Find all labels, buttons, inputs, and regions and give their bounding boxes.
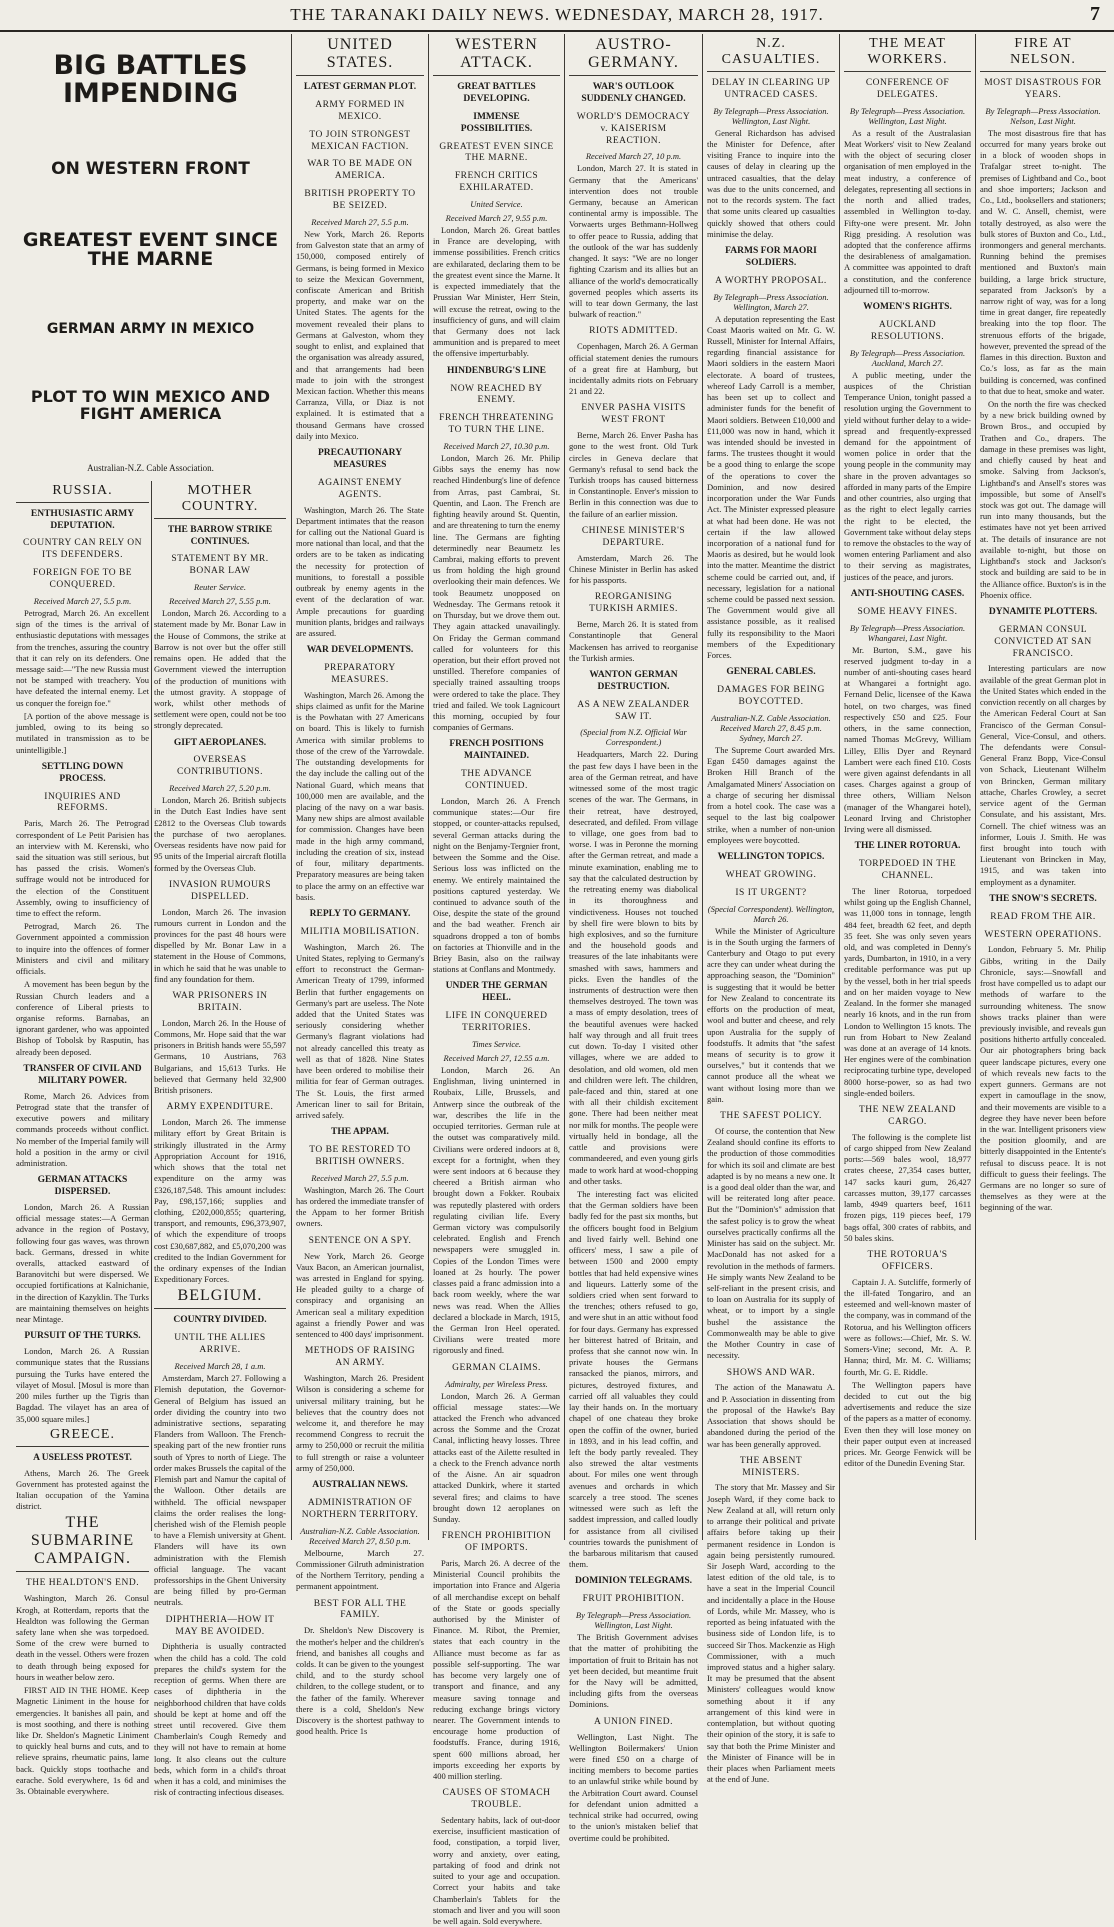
paragraph: Copenhagen, March 26. A German official statement denies the rumours of a great fire at Hamburg, but incidentally admits riots on February 21 and 22. <box>569 341 698 397</box>
column-western-attack <box>429 34 565 1926</box>
paragraph: [A portion of the above message is jumbled, owing to its being so mutilated in transmission as to be unintelligible.] <box>16 710 149 755</box>
subhead: FRENCH POSITIONS MAINTAINED. <box>449 739 544 762</box>
paragraph: London, March 26. A Russian communique states that the Russians pursuing the Turks have entered the vilayet of Mosul. [Mosul is more than 200 miles further up the Tigris than Bagdad. The vilayet has an area of 35,000 square miles.] <box>16 1346 149 1424</box>
paragraph: The British Government advises that the matter of prohibiting the importation of fruit to Britain has not yet been decided, but meantime fruit for the Navy will be admitted, including gifts from the overseas Dominions. <box>569 1632 698 1710</box>
paragraph: Petrograd, March 26. An excellent sign of the times is the arrival of enthusiastic deputations with messages from the trenches, assuring the country that it can rely on its defenders. One message said:—"The new Russia must not be stamped with treachery. You have defeated the internal enemy. Let us conquer the foreign foe." <box>16 607 149 708</box>
headline-german-army-mexico: GERMAN ARMY IN MEXICO <box>46 321 255 338</box>
subhead: INVASION RUMOURS DISPELLED. <box>168 879 272 902</box>
paragraph: Amsterdam, March 27. Following a Flemish deputation, the Governor-General of Belgium has issued an order dividing the country into two administrative sections, separating Flanders from Walloon. The French-speaking part of the new frontier runs south of Ypres to north of Liege. The order makes Brussels the capital of the Flemish part and Namur the capital of the Walloon. Other details are withheld. The official newspaper claims the order realises the long-cherished wish of the Flemish people to have a Flemish university at Ghent. Flanders will have its own administration with the Flemish official language. The vacant professorships in the Ghent University are being filled by pro-German neutrals. <box>154 1373 286 1608</box>
subhead: FOREIGN FOE TO BE CONQUERED. <box>32 568 133 591</box>
subhead: RIOTS ADMITTED. <box>589 326 678 337</box>
subhead: TO BE RESTORED TO BRITISH OWNERS. <box>309 1145 411 1167</box>
subhead: UNDER THE GERMAN HEEL. <box>445 981 548 1004</box>
paragraph: Washington, March 26. The State Department intimates that the reason for calling out the National Guard is more national than local, and that the orders are to be taken as indicating the necessity for protection of munitions, to forestall a possible outbreak by enemy agents in the event of the declaration of war. Ample precautions for guarding munition plants, bridges and railways are assured. <box>296 504 424 638</box>
paragraph: Mr. Burton, S.M., gave his reserved judgment to-day in a number of anti-shouting cases heard at Whangarei a fortnight ago. Fernand Delic, licensee of the Kawa hotel, on two charges, was fined respectively £50 and £25. Four others, in the same connection, named Thomas McGrevy, William Lilley, Ellis Dyer and Reynard Lambert were each fined £10. Costs were given against defendants in all cases. Charges against a group of three others, William Nelson (manager of the Whangarei hotel), Leonard Irving and Christopher Irving were all dismissed. <box>844 644 971 835</box>
subhead: PRECAUTIONARY MEASURES <box>317 448 403 470</box>
subhead: ENTHUSIASTIC ARMY DEPUTATION. <box>30 508 135 531</box>
subhead: UNTIL THE ALLIES ARRIVE. <box>174 1333 266 1356</box>
paragraph: A public meeting, under the auspices of the Christian Temperance Union, tonight passed a resolution urging the Government to yield without further delay to a wide-spread and frequently-expressed demand for the appointment of women police in order that the young people in the community may share in the proven advantages so afforded in many parts of the Empire and other countries, also urging that as the right to elect legally carries the right to be elected, the Government take without delay steps to remove the obstacles to the way of women entering Parliament and also to their serving as magistrates, justices of the peace, and jurors. <box>844 369 971 582</box>
column-austro-germany <box>565 34 703 1843</box>
paragraph: London, February 5. Mr. Philip Gibbs, writing in the Daily Chronicle, says:—Snowfall and frost have compelled us to adapt our methods of warfare to the surrounding whiteness. The snow shows tracks plainer than were previously invisible, and reveals gun positions hitherto artfully concealed. Our air photographers bring back queer landscape pictures, every one of which reveals new facts to the expert gunners. Germans are not expert in camouflage in the snow, and their movements are visible to a degree they have never been before in the war. Intelligent prisoners view the position gloomily, and are bitterly disappointed in the Entente's refusal to discuss peace. It is not difficult to guess their feelings. The Germans are no longer so sure of themselves as they were at the beginning of the war. <box>980 944 1106 1213</box>
subhead: THE APPAM. <box>331 1127 389 1138</box>
paragraph: London, March 26. The immense military effort by Great Britain is strikingly illustrated in the Army Appropriation Account for 1916, which shows that the total net expenditure on the army was £326,187,548. This amount includes: Pay, £98,157,166; supplies and clothing, £202,000,855; quartering, transport, and remounts, £96,373,907, of which the expenditure of troops cost £30,687,882, and £5,070,200 was credited to the Indian Government for the ordinary expenses of the Indian Expeditionary Forces. <box>154 1117 286 1285</box>
paragraph: London, March 26. According to a statement made by Mr. Bonar Law in the House of Commons, the strike at Barrow is not over but the offer still remains open. He added that the Government viewed the interruption of the production of munitions with the utmost gravity. A stoppage of work, whilst other methods of settlement were open, could not be too strongly deprecated. <box>154 608 286 731</box>
subhead: GERMAN CLAIMS. <box>452 1362 541 1373</box>
paragraph: London, March 26. Mr. Philip Gibbs says the enemy has now reached Hindenburg's line of defence from Arras, past Cambrai, St. Quentin, and Laon. The French are fighting heavily around St. Quentin, and are threatening to turn the enemy line. The Germans are fighting determinedly near Beaumetz les Cambrai, making efforts to prevent us from holding the high ground overlooking their main defences. We took Beaumetz unopposed on Wednesday. The Germans retook it on Thursday, but we drove them out. They again attacked unavailingly. On Friday the German command called for volunteers for this operation, but their effort proved not unstilled. Therefore companies of specially trained assaulting troops were ordered to take the place. They tried and failed. We took Lagnicourt this morning, occupied by four companies of Germans. <box>433 453 560 733</box>
subhead: ADMINISTRATION OF NORTHERN TERRITORY. <box>301 1497 419 1520</box>
western-attack-heading: WESTERN ATTACK. <box>433 36 560 76</box>
column-meat-workers <box>840 34 976 1540</box>
paragraph: On the north the fire was checked by a new brick building owned by Brown Bros., and occupied by Trathen and Co., drapers. The damage in these premises was light, and chiefly caused by heat and smoke. Salving from Jackson's, Lightband's and Ansell's stores was impossible, but some of Ansell's stock was got out. The damage will run into many thousands, but the estimates have not yet been arrived at. The details of insurance are not available to-night, but those on Lightband's stock and Jackson's stock and building are said to be in the Alliance office. Buxton's is in the Phoenix office. <box>980 399 1106 600</box>
subhead: SENTENCE ON A SPY. <box>308 1235 412 1246</box>
subhead: TO JOIN STRONGEST MEXICAN FACTION. <box>309 129 411 152</box>
dateline: By Telegraph—Press Association. Wellington, Last Night. <box>713 105 829 126</box>
dateline: Received March 27, 9.55 p.m. <box>445 213 548 223</box>
columns <box>10 34 1110 1926</box>
paragraph: Washington, March 26. The United States, replying to Germany's effort to reconstruct the German-American Treaty of 1799, informed Berlin that further engagements on Germany's part are useless. The Note added that the United States was seriously considering whether Germany's flagrant violations had not already cancelled this treaty as well as that of 1828. Nine States have been ordered to mobilise their militia for fear of German outrages. The St. Louis, the first armed American liner to sail for Britain, arrived safely. <box>296 941 424 1120</box>
subhead: GERMAN CONSUL CONVICTED AT SAN FRANCISCO. <box>994 624 1092 659</box>
subhead: REPLY TO GERMANY. <box>309 908 411 919</box>
paragraph: Captain J. A. Sutcliffe, formerly of the ill-fated Tongariro, and an esteemed and well-known master of the company, was in command of the Rotorua, and his Wellington officers were as follows:—Chief, Mr. S. W. Somers-Vine; second, Mr. A. P. Hanna; third, Mr. M. C. Williams; fourth, Mr. G. E. Riddle. <box>844 1276 971 1377</box>
belgium-heading: BELGIUM. <box>154 1287 286 1309</box>
subhead: CHINESE MINISTER'S DEPARTURE. <box>581 525 686 548</box>
subhead: CAUSES OF STOMACH TROUBLE. <box>442 1788 551 1811</box>
subhead: GREAT BATTLES DEVELOPING. <box>457 82 536 104</box>
subhead: FARMS FOR MAORI SOLDIERS. <box>725 245 817 268</box>
subhead: GIFT AEROPLANES. <box>173 737 267 748</box>
dateline: Admiralty, per Wireless Press. <box>445 1378 548 1389</box>
subhead: CONFERENCE OF DELEGATES. <box>865 78 950 100</box>
paragraph: London, March 26. Great battles in France are developing, with immense possibilities. French critics are exhilarated, declaring them to be the greatest event since the Marne. It is expected immediately that the Prussian War Minister, Herr Stein, will excuse the retreat, owing to the insufficiency of guns, and will claim that Germany does not lack ammunition and is prepared to meet the offensive imperturbably. <box>433 225 560 359</box>
paragraph: Washington, March 26. The Court has ordered the immediate transfer of the Appam to her former British owners. <box>296 1184 424 1229</box>
headline-big-battles: BIG BATTLES IMPENDING <box>53 50 248 110</box>
advertisement: Sedentary habits, lack of out-door exercise, insufficient mastication of food, constipation, a torpid liver, worry and anxiety, over eating, partaking of food and drink not suited to your age and occupation. Correct your habits and take Chamberlain's Tablets for the stomach and liver and you will soon be well again. Sold everywhere. <box>433 1815 560 1926</box>
paragraph: General Richardson has advised the Minister for Defence, after visiting France to inquire into the causes of delay in clearing up the untraced casualties, that the delay was due to the units concerned, and not to the records system. The fact that some units cleared up casualties quickly showed that others could minimise the delay. <box>707 127 835 239</box>
subhead: WESTERN OPERATIONS. <box>984 929 1102 940</box>
subhead: THE ADVANCE CONTINUED. <box>460 769 533 792</box>
dateline: Australian-N.Z. Cable Association. Received March 27, 8.45 p.m. Sydney, March 27. <box>711 712 831 743</box>
subhead: FRUIT PROHIBITION. <box>582 1594 685 1605</box>
dateline: Received March 27, 5.5 p.m. <box>311 1172 409 1183</box>
paragraph: Washington, March 26. President Wilson is considering a scheme for universal military training, but he believes that the country does not welcome it, and therefore he may recommend Congress to recruit the army to 250,000 or recruit the militia to full strength or raise a volunteer army of 250,000. <box>296 1373 424 1473</box>
advertisement: Dr. Sheldon's New Discovery is the mother's helper and the children's friend, and banishes all coughs and colds. It can be given to the youngest child, and to the sturdy school children, to the college student, or to the father of the family. Wherever there is a cold, Sheldon's New Discovery is the shortest pathway to good health. Price 1s <box>296 1625 424 1737</box>
dateline: Australian-N.Z. Cable Association. Received March 27, 8.50 p.m. <box>300 1525 420 1546</box>
subhead: WHEAT GROWING. <box>725 869 817 880</box>
paragraph: The following is the complete list of cargo shipped from New Zealand ports:—569 bales wool, 18,977 crates cheese, 27,354 cases butter, 147 sacks kauri gum, 26,427 carcasses mutton, 39,177 carcasses lamb, 4949 quarters beef, 1611 frozen pigs, 119 pieces beef, 179 bags offal, 300 crates of rabbits, and 50 bales skins. <box>844 1131 971 1243</box>
paragraph: Petrograd, March 26. The Government appointed a commission to inquire into the offences of former Ministers and civil and military officials. <box>16 921 149 977</box>
subhead: STATEMENT BY MR. BONAR LAW <box>171 554 269 577</box>
column-united-states <box>292 34 429 1737</box>
subhead: NOW REACHED BY ENEMY. <box>450 383 543 406</box>
paragraph: Athens, March 26. The Greek Government has protested against the Italian occupation of the Yamina district. <box>16 1467 149 1512</box>
paragraph: The Supreme Court awarded Mrs. Egan £450 damages against the Broken Hill Branch of the Amalgamated Miners' Association on a charge of securing her dismissal from a hotel cook. The case was a sequel to the last big coalpower strike, when a number of non-union employees were boycotted. <box>707 744 835 845</box>
subhead: MOST DISASTROUS FOR YEARS. <box>984 78 1102 100</box>
subhead: AGAINST ENEMY AGENTS. <box>317 477 403 500</box>
subhead: DYNAMITE PLOTTERS. <box>988 606 1098 617</box>
subhead: WORLD'S DEMOCRACY v. KAISERISM REACTION. <box>576 111 691 146</box>
subhead: DELAY IN CLEARING UP UNTRACED CASES. <box>711 78 831 100</box>
subhead: PREPARATORY MEASURES. <box>324 663 396 685</box>
dateline: Received March 28, 1 a.m. <box>174 1361 266 1372</box>
paragraph: New York, March 26. Reports from Galveston state that an army of 150,000, composed entirely of Germans, is being formed in Mexico to seize the Mexican Government, confiscate American and British property, and make war on the United States. The agents for the movement revealed their plans to Germans at Galveston, whom they sought to enlist, and explained that the organisation was already assured, and that arrangements had been made to join with the strongest Mexican faction. Whether this means Carranza, Villa, or Diaz is not explained. It is estimated that a thousand Germans have crossed daily into Mexico. <box>296 228 424 441</box>
dateline: Received March 27, 5.5 p.m. <box>311 216 409 227</box>
subhead: THE BARROW STRIKE CONTINUES. <box>167 524 273 547</box>
advertisement: Diphtheria is usually contracted when the child has a cold. The cold prepares the child's system for the reception of germs. When there are cases of diphtheria in the neighborhood children that have colds should be kept at home and off the street until recovered. Give them Chamberlain's Cough Remedy and they will not have to remain at home long. It also cleans out the culture beds, which form in a child's throat when it has a cold, and minimises the risk of contracting infectious diseases. <box>154 1641 286 1798</box>
subhead: COUNTRY DIVIDED. <box>173 1315 267 1326</box>
paragraph: London, March 26. British subjects in the Dutch East Indies have sent £2812 to the Overseas Club towards the purchase of two aeroplanes. Overseas residents have now paid for 95 units of the Imperial aircraft flotilla formed by the Overseas Club. <box>154 795 286 873</box>
headline-western-front: ON WESTERN FRONT <box>51 158 250 179</box>
column-nz-casualties <box>703 34 840 1785</box>
greece-heading: GREECE. <box>16 1427 149 1447</box>
headline-greatest-event: GREATEST EVENT SINCE THE MARNE <box>22 228 279 271</box>
subhead: WANTON GERMAN DESTRUCTION. <box>589 669 678 692</box>
dateline: Received March 27, 5.55 p.m. <box>169 596 271 607</box>
dateline: Received March 27, 5.20 p.m. <box>169 783 271 794</box>
subhead: WAR'S OUTLOOK SUDDENLY CHANGED. <box>581 82 686 104</box>
paragraph: Wellington, Last Night. The Wellington Boilermakers' Union were fined £50 on a charge of inciting members to become parties to an unlawful strike while bound by the Arbitration Court award. Counsel for defendant union admitted a technical strike had occurred, owing to the union's mistaken belief that overtime could be prohibited. <box>569 1731 698 1843</box>
paragraph: The action of the Manawatu A. and P. Association in dissenting from the proposal of the Hawke's Bay Association that shows should be abandoned during the period of the war has been generally approved. <box>707 1382 835 1449</box>
mother-country-column <box>152 481 288 1798</box>
paragraph: London, March 26. An Englishman, living uninterned in Roubaix, Lille, Brussels, and Antwerp since the outbreak of the war, describes the life in the occupied territories. German rule at the outset was comparatively mild. Civilians were ordered indoors at 8, except for a fortnight, when they were sent indoors at 6 because they cheered a British airman who brought down a Fokker. Roubaix was reputedly plastered with orders regulating civilian life. Every German victory was compulsorily celebrated. English and French newspapers were smuggled in. Copies of the London Times were loaned at 2s hourly. The power classes paid a franc admission into a back room weekly, where the war news was read. When the Allies declared a blockade in March, 1915, the German Iron Heel operated. Civilians were treated more rigorously and fined. <box>433 1064 560 1356</box>
united-states-heading: UNITED STATES. <box>296 36 424 76</box>
russia-column <box>14 481 152 1797</box>
masthead-title: THE TARANAKI DAILY NEWS. WEDNESDAY, MARCH 28, 1917. <box>290 5 824 24</box>
paragraph: The story that Mr. Massey and Sir Joseph Ward, if they come back to New Zealand at all, will return only to arrange their political and private affairs before taking up their permanent residence in London is again being persistently rumoured. Sir Joseph Ward, according to the latest edition of the old tale, is to have a seat in the Imperial Council and incidentally a place in the House of Lords, while Mr. Massey, who is reported as being infatuated with the business side of London life, is to succeed Sir Thos. Mackenzie as High Commissioner, with a much improved status and a higher salary. It may be presumed that the absent Ministers' colleagues would know something about it if any arrangement of this kind were in contemplation, but without quoting their opinion of the story, it is safe to say that both the Prime Minister and the Minister of Finance will be in their places when Parliament meets at the end of June. <box>707 1482 835 1785</box>
subhead: METHODS OF RAISING AN ARMY. <box>304 1346 416 1369</box>
subhead: COUNTRY CAN RELY ON ITS DEFENDERS. <box>23 538 142 561</box>
subhead: FRENCH PROHIBITION OF IMPORTS. <box>441 1531 552 1554</box>
paragraph: London, March 26. A German official message states:—We attacked the French who advanced across the Somme and the Crozat Canal, inflicting heavy losses. Three attacks east of the Ailette resulted in a check to the French advance north of the Aisne. An air squadron attacked Dunkirk, where it started several fires; and claims to have brought down 12 aeroplanes on Sunday. <box>433 1390 560 1524</box>
dateline: By Telegraph—Press Association. Wellington, Last Night. <box>575 1610 692 1631</box>
subhead: THE ABSENT MINISTERS. <box>739 1455 803 1478</box>
subhead: READ FROM THE AIR. <box>990 911 1096 922</box>
subcolumns <box>14 481 287 1798</box>
paragraph: Headquarters, March 22. During the past few days I have been in the area of the German retreat, and have witnessed some of the most tragic scenes of the war. The Germans, in their retreat, have destroyed, desecrated, and defiled. From village to village, one goes from bad to worse. I was in Peronne the morning after the German retreat, and made a minute examination, enabling me to say that the calculated destruction by the retreating enemy was diabolical in its thoroughness and vindictiveness. Houses not touched by shell fire were blown to bits by high explosives, and so the furniture and the household goods and treasures of the late inhabitants were smashed with saws, hammers and picks. Even the handles of the instruments of destruction were then themselves destroyed. The town was a mass of empty desolation, trees of the beautiful avenues were hacked half way through and all fruit trees cut down. To-day I visited other villages, where we are added to desolation, and old women, old men and children were left. The children, pale-faced and thin, stared at one with all their childish excitement gone. There had been neither meat nor milk for months. The people were virtually held in bondage, all the cattle and provisions were commandeered, and even young girls made to work hard at wood-chopping and other tasks. <box>569 749 698 1186</box>
subhead: DOMINION TELEGRAMS. <box>574 1576 692 1587</box>
subhead: REORGANISING TURKISH ARMIES. <box>589 592 678 615</box>
subhead: MILITIA MOBILISATION. <box>300 926 420 937</box>
subhead: AUCKLAND RESOLUTIONS. <box>870 319 945 342</box>
paragraph: London, March 27. It is stated in Germany that the Americans' intervention does not trouble Germany, because an American continental army is impossible. The Vorwaerts urges Bethmann-Hollweg to offer peace to Russia, adding that the outlook of the war has suddenly changed. It says: "We are no longer fighting Czarism and its allies but an alliance of the world's democratically governed peoples which asserts its will to tear down Germany, the last bulwark of reaction." <box>569 163 698 320</box>
advertisement: FIRST AID IN THE HOME. Keep Magnetic Liniment in the house for emergencies. It banishes all pain, and is most soothing, and there is nothing like Dr. Sheldon's Magnetic Liniment to quickly heal burns and cuts, and to relieve sprains, rheumatic pains, lame back. Quickly stops toothache and earache. Sold everywhere, 1s 6d and 3s. Obtainable everywhere. <box>16 1685 149 1797</box>
paragraph: Washington, March 26. Consul Krogh, at Rotterdam, reports that the Healdton was following the German safety lane when she was torpedoed. Some of the crew were burned to death in the vessel. Others were frozen to death through being exposed for hours in weather below zero. <box>16 1593 149 1682</box>
subhead: THE NEW ZEALAND CARGO. <box>858 1105 957 1127</box>
paragraph: Paris, March 26. The Petrograd correspondent of Le Petit Parisien has an interview with M. Kerenski, who said the situation was still serious, but has passed the crisis. Women's suffrage would not be introduced for the election of the Constituent Assembly, owing to insufficiency of time to effect the reform. <box>16 818 149 919</box>
page-number: 7 <box>1090 3 1100 25</box>
subhead: WAR PRISONERS IN BRITAIN. <box>172 991 268 1013</box>
dateline: By Telegraph—Press Association. Whangarei, Last Night. <box>849 622 966 643</box>
submarine-heading: THE SUBMARINE CAMPAIGN. <box>16 1514 149 1572</box>
subhead: LATEST GERMAN PLOT. <box>303 82 417 92</box>
subhead: AUSTRALIAN NEWS. <box>312 1480 408 1491</box>
subhead: ARMY EXPENDITURE. <box>166 1102 274 1113</box>
dateline: Received March 27, 10.30 p.m. <box>443 441 550 451</box>
subhead: BEST FOR ALL THE FAMILY. <box>313 1598 407 1621</box>
dateline: (Special Correspondent). Wellington, March 26. <box>707 903 835 924</box>
paragraph: Washington, March 26. Among the ships claimed as unfit for the Marine is the Powhatan with 27 Americans on board. This is likely to furnish America with similar problems to those of the crew of the Yarrowdale. The outstanding developments for the day include the calling out of the National Guard, which means that 100,000 men are available, and the placing of the navy on a war basis. Many new ships are almost available for commission. Changes have been made in the high army command, including the creation of six, instead of four, military departments. Preparatory measures are being taken to place the army on an effective war basis. <box>296 689 424 902</box>
subhead: THE SNOW'S SECRETS. <box>989 893 1097 904</box>
paragraph: The most disastrous fire that has occurred for many years broke out in a block of wooden shops in Trafalgar street to-night. The premises of Lightband and Co., boot and shoe importers; Jackson and Co., Ltd., booksellers and stationers; and W. C. Ansell, chemist, were totally destroyed, as also were the bulk stores of Buxton and Co., Ltd., ironmongers and general merchants. Running behind the premises mentioned and Buxton's main building, a large brick structure, separated from Jackson's by a narrow right of way, was for a long time in great danger, fire repeatedly breaking into the top floor. The strenuous efforts of the brigade, however, prevented the spread of the flames in this direction. Buxton and Co.'s loss, as far as the main building is concerned, was confined to that due to heat, smoke and water. <box>980 127 1106 396</box>
subhead: WAR DEVELOPMENTS. <box>306 645 414 656</box>
dateline: (Special from N.Z. Official War Correspondent.) <box>580 727 687 748</box>
subhead: HINDENBURG'S LINE <box>447 365 546 376</box>
paragraph: London, March 26. In the House of Commons, Mr. Hope said that the war prisoners in British hands were 55,597 Germans, 10 Austrians, 763 Bulgarians, and 15,613 Turks. He believed that Germany held 32,900 British prisoners. <box>154 1017 286 1096</box>
paragraph: Of course, the contention that New Zealand should confine its efforts to the production of those commodities for which its soil and climate are best adapted is by no means a new one. It is a good deal older than the war, and will be reiterated long after peace. But the "Dominion's" admission that the safest policy is to grow the wheat ourselves practically confirms all the Minister has said on the subject. Mr. MacDonald has not asked for a revolution in the methods of farmers. He simply wants New Zealand to be self-reliant in the present crisis, and to loan on Australia for its supply of wheat, or to import by a single bushel the assistance the Commonwealth may be able to give the Mother Country in case of necessity. <box>707 1125 835 1361</box>
headline-plot-mexico: PLOT TO WIN MEXICO AND FIGHT AMERICA <box>30 387 271 423</box>
paragraph: London, March 26. The invasion rumours current in London and the provinces for the past 48 hours were dispelled by Mr. Bonar Law in a statement in the House of Commons, in which he said that he was unable to find any foundation for them. <box>154 906 286 984</box>
subhead: PURSUIT OF THE TURKS. <box>24 1331 141 1342</box>
subhead: TRANSFER OF CIVIL AND MILITARY POWER. <box>23 1063 142 1086</box>
paragraph: Berne, March 26. It is stated from Constantinople that General Mackensen has arrived to reorganise the Turkish armies. <box>569 619 698 663</box>
subhead: IMMENSE POSSIBILITIES. <box>460 111 533 134</box>
paragraph: Interesting particulars are now available of the great German plot in the United States which ended in the conviction recently on all charges by the American Federal Court at San Francisco of the German Consul-General, Vice-Consul, and others. The defendants were Consul-General Franz Bopp, Vice-Consul von Schack, Lieutenant Wilhelm von Brincken, German military attache, Charles Crowley, a secret service agent of the German Consulate, and his assistant, Mrs. Cornell. The chief witness was an informer, Louis J. Smith. He was first brought into touch with Lieutenant von Brincken in May, 1915, and was taken into employment as a dynamiter. <box>980 663 1106 887</box>
paragraph: Amsterdam, March 26. The Chinese Minister in Berlin has asked for his passports. <box>569 552 698 586</box>
fire-at-nelson-heading: FIRE AT NELSON. <box>980 36 1106 72</box>
russia-heading: RUSSIA. <box>16 483 149 503</box>
subhead: BRITISH PROPERTY TO BE SEIZED. <box>304 189 416 211</box>
paragraph: The interesting fact was elicited that the German soldiers have been badly fed for the past six months, but the officers bought food in Belgium and lived fairly well. Behind one officers' mess, I saw a pile of between 1500 and 2000 empty bottles that had held expensive wines and liqueurs. Latterly some of the soldiers cried when sent forward to the trenches; others refused to go, and were shut in an attic without food for four days. Germany has expressed her bitterest hatred of Britain, and profess that she cannot now win. In private houses the Germans ransacked the pianos, mirrors, and pictures, destroyed fixtures, and carried off all valuables they could lay their hands on. In the mortuary chapel of one chateau they broke open the coffin of the owner, buried in 1893, and in his lead coffin, and left the body partly revealed. They also strewed the altar vestments about. For miles one went through avenues and orchards in which scarcely a tree stood. The scenes witnessed were such as left the saddest impression, and called loudly for assistance from all civilised countries towards the punishment of the barbarous militarism that caused them. <box>569 1188 698 1570</box>
source: Reuter Service. <box>194 582 246 593</box>
paragraph: A movement has been begun by the Russian Church leaders and a conference of Liberal priests to organise reforms. Barnabas, an ignorant gardener, who was appointed Bishop of Tobolsk by Rasputin, has already been deposed. <box>16 979 149 1057</box>
dateline: Received March 27, 5.5 p.m. <box>33 595 132 606</box>
subhead: WOMEN'S RIGHTS. <box>863 302 952 313</box>
subhead: THE ROTORUA'S OFFICERS. <box>867 1250 948 1272</box>
subhead: AS A NEW ZEALANDER SAW IT. <box>577 699 690 722</box>
cable-association: Australian-N.Z. Cable Association. <box>87 462 214 473</box>
paragraph: Rome, March 26. Advices from Petrograd state that the transfer of executive powers and military commands proceeds without conflict. No member of the Imperial family will hold a position in the army or civil administration. <box>16 1090 149 1168</box>
dateline: Received March 27, 10 p.m. <box>585 151 682 162</box>
paragraph: London, March 26. A Russian official message states:—A German advance in the region of Postavy, following four gas waves, was thrown back. Germans, dressed in white overalls, attacked eastward of Baranovitchi but were dispersed. We occupied fortifications at Kalnichanie, in the direction of Kazyklin. The Turks are maintaining themselves on heights near Mintage. <box>16 1201 149 1325</box>
paragraph: The liner Rotorua, torpedoed whilst going up the English Channel, was 11,000 tons in tonnage, length 484 feet, breadth 62 feet, and depth 35 feet. She was only seven years old, and was completed in Denny's yards, Dumbarton, in 1910, in a very creditable performance was put up by the vessel, both in her trial speeds and on her maiden voyage to New Zealand. In the former she managed nearly 16 knots, and in the run from London to Wellington 15 knots. The run from Hobart to New Zealand was done at an average of 14 knots. Her engines were of the combination reciprocating turbine type, developed 8000 horse-power, so as had two single-ended boilers. <box>844 885 971 1098</box>
subhead: GERMAN ATTACKS DISPERSED. <box>37 1175 128 1198</box>
subhead: WELLINGTON TOPICS. <box>717 851 825 862</box>
paragraph: Berne, March 26. Enver Pasha has gone to the west front. Old Turk circles in Geneva declare that Germany's refusal to send back the Turkish troops has caused bitterness in Constantinople. Enver's mission to Berlin in this connection was due to the failure of an earlier mission. <box>569 430 698 519</box>
subhead: SHOWS AND WAR. <box>726 1367 816 1378</box>
source: Times Service. <box>471 1038 522 1049</box>
subhead: INQUIRIES AND REFORMS. <box>44 791 121 814</box>
dateline: By Telegraph—Press Association. Nelson, Last Night. <box>985 105 1101 126</box>
subhead: THE HEALDTON'S END. <box>25 1578 140 1589</box>
austro-germany-heading: AUSTRO-GERMANY. <box>569 36 698 76</box>
dateline: Received March 27, 12.55 a.m. <box>443 1052 550 1063</box>
mother-country-heading: MOTHER COUNTRY. <box>154 483 286 519</box>
dateline: By Telegraph—Press Association. Auckland, March 27. <box>849 347 966 368</box>
subhead: TORPEDOED IN THE CHANNEL. <box>858 859 957 882</box>
paragraph: Paris, March 26. A decree of the Ministerial Council prohibits the importation into France and Algeria of all merchandise except on behalf of the State or goods specially authorised by the Minister of Finance. M. Ribot, the Premier, states that each country in the Alliance must become as far as possible self-supporting. The war has become very largely one of transport and finance, and any measure saving tonnage and reducing exchange brings victory nearer. The Government intends to encourage home production of foodstuffs. France, during 1916, spent 600 millions abroad, her imports exceeding her exports by 400 million sterling. <box>433 1557 560 1782</box>
subhead: A UNION FINED. <box>593 1716 674 1727</box>
dateline: By Telegraph—Press Association. Wellington, Last Night. <box>849 105 966 126</box>
masthead <box>0 0 1114 32</box>
paragraph: As a result of the Australasian Meat Workers' visit to New Zealand with the object of securing closer organisation of men employed in the meat industry, a conference of delegates, representing all sections in the north and allied trades, assembled in Wellington to-day. Fifty-one were present. Mr. John Rigg presiding. A resolution was adopted that the conference affirms the desirableness of amalgamation. A committee was appointed to draft a constitution, and the conference adjourned till to-morrow. <box>844 127 971 295</box>
column-1-2 <box>10 34 292 1798</box>
subhead: A WORTHY PROPOSAL. <box>715 275 827 286</box>
subhead: WAR TO BE MADE ON AMERICA. <box>307 159 413 182</box>
column-fire-at-nelson <box>976 34 1110 1540</box>
subhead: GENERAL CABLES. <box>726 667 816 678</box>
subhead: ARMY FORMED IN MEXICO. <box>315 99 405 122</box>
subhead: FRENCH CRITICS EXHILARATED. <box>454 171 539 194</box>
paragraph: Melbourne, March 27. Commissioner Gilruth administration of the Northern Territory, pending a permanent appointment. <box>296 1547 424 1592</box>
subhead: DIPHTHERIA—HOW IT MAY BE AVOIDED. <box>165 1614 275 1637</box>
subhead: THE SAFEST POLICY. <box>720 1111 822 1122</box>
meat-workers-heading: THE MEAT WORKERS. <box>844 36 971 72</box>
subhead: A USELESS PROTEST. <box>33 1452 132 1463</box>
subhead: GREATEST EVEN SINCE THE MARNE. <box>439 141 554 164</box>
subhead: IS IT URGENT? <box>735 887 807 898</box>
paragraph: New York, March 26. George Vaux Bacon, an American journalist, was arrested in England for spying. He pleaded guilty to a charge of conspiracy and organising an American seal a military expedition against a friendly Power and was sentenced to 400 days' imprisonment. <box>296 1250 424 1340</box>
subhead: OVERSEAS CONTRIBUTIONS. <box>177 755 263 778</box>
subhead: ANTI-SHOUTING CASES. <box>850 588 965 599</box>
subhead: LIFE IN CONQUERED TERRITORIES. <box>445 1011 548 1034</box>
paragraph: While the Minister of Agriculture is in the South urging the farmers of Canterbury and Otago to put every acre they can under wheat during the approaching season, the "Dominion" is suggesting that it would be better for New Zealand to concentrate its efforts on the production of meat, wool and butter and cheese, and rely upon Australia for the supply of foodstuffs. It admits that "the safest means of security is to grow it ourselves," but it contends that we cannot produce all the wheat we want without losing more than we gain. <box>707 925 835 1104</box>
nz-casualties-heading: N.Z. CASUALTIES. <box>707 36 835 72</box>
subhead: THE LINER ROTORUA. <box>854 841 961 852</box>
subhead: DAMAGES FOR BEING BOYCOTTED. <box>717 685 825 708</box>
paragraph: London, March 26. A French communique states:—Our fire stopped, or counter-attacks repulsed, several German attacks during the night on the Benjamy-Tergnier front, between the Somme and the Oise. Serious loss was inflicted on the enemy. We entirely maintained the positions captured yesterday. We continued to advance south of the Oise, despite the state of the ground and the bad weather. French air squadrons dropped a ton of bombs on factories at Thionville and in the Briey Basin, also on the railway stations at Conflans and Montmedy. <box>433 795 560 975</box>
dateline: By Telegraph—Press Association. Wellington, March 27. <box>713 291 829 312</box>
paragraph: A deputation representing the East Coast Maoris waited on Mr. G. W. Russell, Minister for Internal Affairs, regarding financial assistance for Maori soldiers in the eastern Maori electorate. A board of trustees, whereof Lady Carroll is a member, has been set up to collect and administer funds for the benefit of Maori soldiers. Between £10,000 and £11,000 was now in hand, which it was intended should be invested in farms. The trustees thought it would be a good thing to enlarge the scope of the operations to cover the Dominion, and now desired incorporation under the War Funds Act. The Minister expressed pleasure at what had been done. He was not certain if the law allowed incorporation of a national fund for Maoris as desired, but he would look into the matter. Meantime the district scheme could be carried out, and, if necessary, legislation for a national scheme could be passed next session. The Government would give all assistance possible, as it realised fully its responsibility to the Maori members of the Expeditionary Forces. <box>707 313 835 661</box>
subhead: SOME HEAVY FINES. <box>857 606 958 617</box>
subhead: SETTLING DOWN PROCESS. <box>41 761 124 784</box>
paragraph: The Wellington papers have decided to cut out the big advertisements and reduce the size of the papers as a matter of economy. Even then they will lose money on their paper output even at increased prices. Mr. George Fenwick will be editor of the Dunedin Evening Star. <box>844 1379 971 1469</box>
subhead: ENVER PASHA VISITS WEST FRONT <box>581 403 686 426</box>
subhead: FRENCH THREATENING TO TURN THE LINE. <box>439 413 554 436</box>
source: United Service. <box>470 199 523 209</box>
